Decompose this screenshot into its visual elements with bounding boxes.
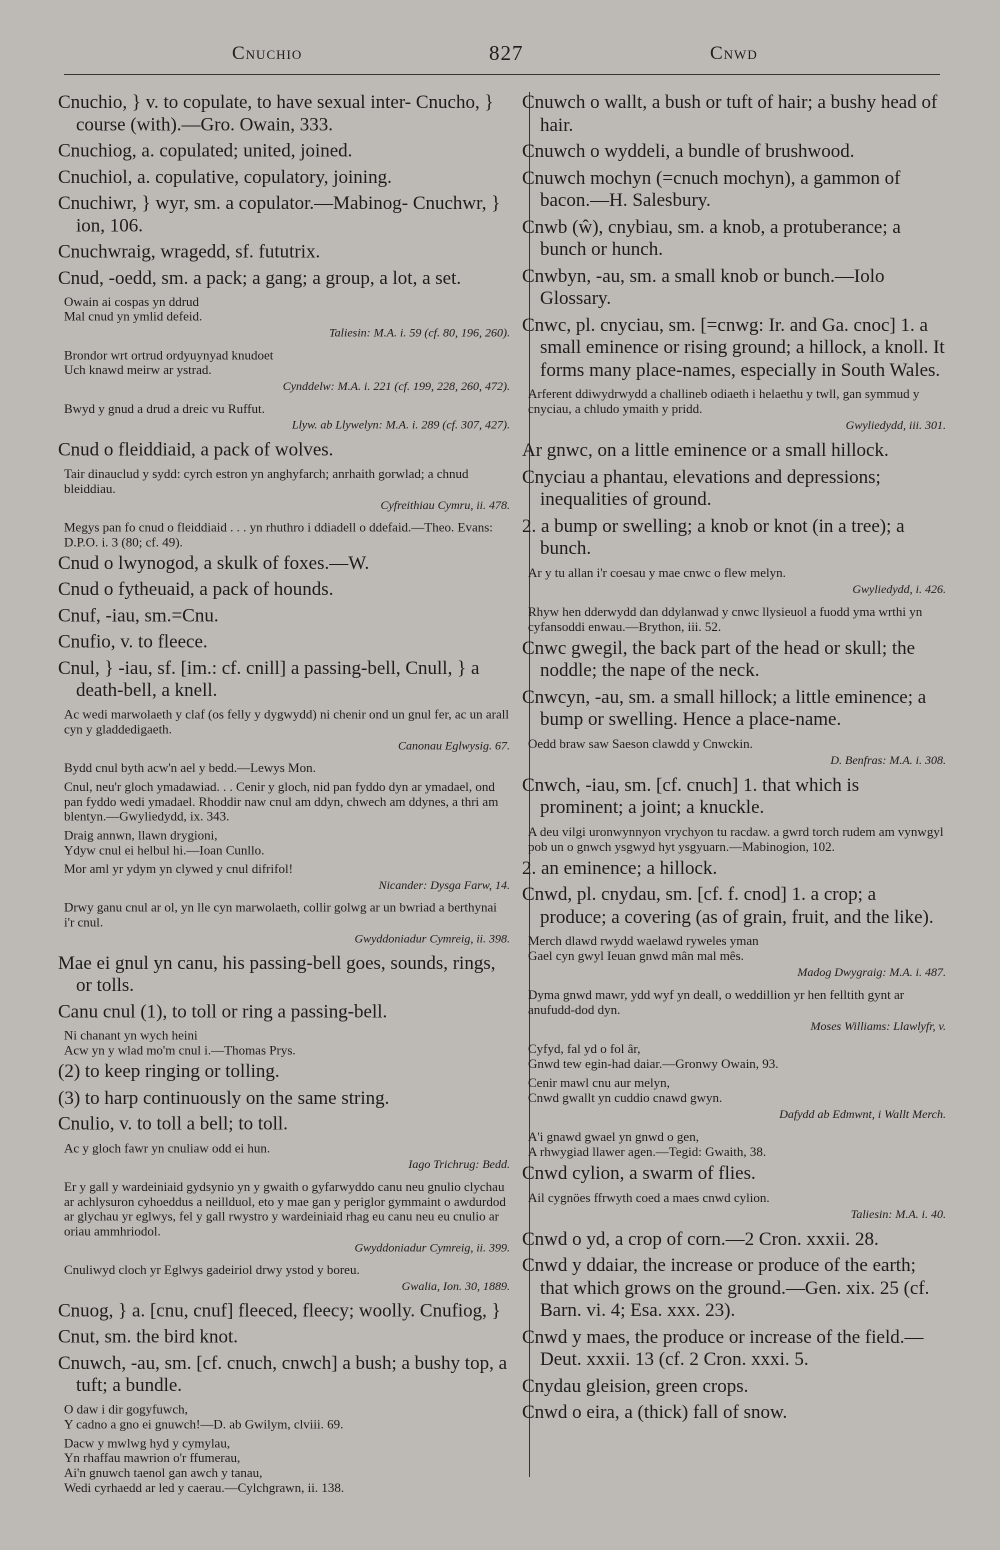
dictionary-entry: Cnuchwraig, wragedd, sf. fututrix. [58, 241, 321, 263]
page-header [0, 43, 1000, 83]
quotation: Dyma gnwd mawr, ydd wyf yn deall, o weddillion yr hen felltith gynt ar anufudd-dod dyn. [528, 987, 905, 1017]
dictionary-entry: Cnud o fytheuaid, a pack of hounds. [58, 579, 334, 600]
quotation: Drwy ganu cnul ar ol, yn lle cyn marwolaeth, collir golwg ar un bwriad a berthynai i'r cnul. [64, 899, 497, 930]
dictionary-entry: Cnydau gleision, green crops. [522, 1375, 749, 1397]
quotation: Ar y tu allan i'r coesau y mae cnwc o flew melyn. [528, 564, 786, 580]
citation-source: Gwalia, Ion. 30, 1889. [401, 1278, 510, 1293]
citation-source: Gwyliedydd, iii. 301. [845, 418, 946, 432]
dictionary-entry: Cnuwch mochyn (=cnuch mochyn), a gammon of bacon.—H. Salesbury. [522, 167, 901, 211]
right-column [522, 92, 946, 1429]
quotation: Cnul, neu'r gloch ymadawiad. . . Cenir y gloch, nid pan fyddo dyn ar ymadael, ond pan fyddo wedi ymadael. Rhoddir naw cnul am ddyn, chwech am ddynes, a thri am blentyn.—Gwyliedydd, ix. 343. [64, 778, 499, 824]
quotation: Brondor wrt ortrud ordyuynyad knudoet Uch knawd meirw ar ystrad. [64, 347, 274, 378]
quotation: Arferent ddiwydrwydd a challineb odiaeth i helaethu y twll, gan symmud y cnyciau, a chludo ymaith y pridd. [528, 386, 920, 416]
dictionary-entry: Cnud o fleiddiaid, a pack of wolves. [58, 439, 334, 461]
citation-source: Taliesin: M.A. i. 40. [850, 1206, 946, 1221]
header-rule [64, 74, 940, 75]
running-head-left: Cnuchio [232, 43, 303, 64]
quotation: Bydd cnul byth acw'n ael y bedd.—Lewys Mon. [64, 759, 316, 775]
dictionary-entry: 2. a bump or swelling; a knob or knot (in a tree); a bunch. [522, 515, 905, 559]
quotation: Ac y gloch fawr yn cnuliaw odd ei hun. [64, 1139, 271, 1155]
dictionary-entry: Cnwb (ŵ), cnybiau, sm. a knob, a protuberance; a bunch or hunch. [522, 216, 901, 260]
quotation: Ail cygnöes ffrwyth coed a maes cnwd cylion. [528, 1189, 770, 1205]
running-head-right: Cnwd [710, 43, 758, 64]
page-number: 827 [489, 41, 524, 65]
dictionary-entry: Cnuchiwr, } wyr, sm. a copulator.—Mabinog- Cnuchwr, } ion, 106. [58, 192, 501, 237]
quotation: Mor aml yr ydym yn clywed y cnul difrifol! [64, 860, 293, 876]
dictionary-entry: Cnyciau a phantau, elevations and depressions; inequalities of ground. [522, 466, 881, 510]
dictionary-entry: Cnwcyn, -au, sm. a small hillock; a little eminence; a bump or swelling. Hence a place-name. [522, 686, 927, 730]
quotation: Ni chanant yn wych heini Acw yn y wlad mo'm cnul i.—Thomas Prys. [64, 1027, 296, 1058]
quotation: O daw i dir gogyfuwch, Y cadno a gno ei gnuwch!—D. ab Gwilym, clviii. 69. [64, 1401, 344, 1431]
citation-source: Taliesin: M.A. i. 59 (cf. 80, 196, 260). [329, 325, 510, 340]
quotation: Tair dinauclud y sydd: cyrch estron yn anghyfarch; anrhaith gorwlad; a chnud bleiddiau. [64, 465, 469, 496]
quotation: Owain ai cospas yn ddrud Mal cnud yn ymlid defeid. [64, 293, 203, 324]
dictionary-entry: Cnwd cylion, a swarm of flies. [522, 1163, 756, 1184]
citation-source: Moses Williams: Llawlyfr, v. [810, 1019, 946, 1033]
dictionary-entry: Cnud, -oedd, sm. a pack; a gang; a group, a lot, a set. [58, 267, 462, 289]
dictionary-entry: Cnwbyn, -au, sm. a small knob or bunch.—Iolo Glossary. [522, 265, 885, 309]
dictionary-entry: Cnuchio, } v. to copulate, to have sexual inter- Cnucho, } course (with).—Gro. Owain, 333. [58, 92, 494, 136]
citation-source: Madog Dwygraig: M.A. i. 487. [797, 965, 946, 979]
dictionary-entry: (2) to keep ringing or tolling. [58, 1061, 280, 1082]
quotation: Oedd braw saw Saeson clawdd y Cnwckin. [528, 735, 753, 751]
citation-source: Llyw. ab Llywelyn: M.A. i. 289 (cf. 307, 427). [291, 417, 510, 432]
quotation: Megys pan fo cnud o fleiddiaid . . . yn rhuthro i ddiadell o ddefaid.—Theo. Evans: D.P.O. i. 3 (80; cf. 49). [64, 519, 493, 549]
citation-source: Iago Trichrug: Bedd. [408, 1156, 510, 1171]
dictionary-entry: 2. an eminence; a hillock. [522, 857, 718, 879]
dictionary-entry: Cnul, } -iau, sf. [im.: cf. cnill] a passing-bell, Cnull, } a death-bell, a knell. [58, 657, 480, 701]
dictionary-entry: Cnut, sm. the bird knot. [58, 1326, 238, 1348]
dictionary-entry: Cnud o lwynogod, a skulk of foxes.—W. [58, 552, 370, 574]
citation-source: Cynddelw: M.A. i. 221 (cf. 199, 228, 260, 472). [282, 379, 510, 393]
dictionary-entry: Cnuwch, -au, sm. [cf. cnuch, cnwch] a bush; a bushy top, a tuft; a bundle. [58, 1352, 508, 1396]
dictionary-entry: Cnuchiol, a. copulative, copulatory, joining. [58, 166, 392, 188]
dictionary-entry: Cnwd o yd, a crop of corn.—2 Cron. xxxii. 28. [522, 1228, 879, 1250]
citation-source: Canonau Eglwysig. 67. [397, 737, 510, 752]
dictionary-entry: Cnwd, pl. cnydau, sm. [cf. f. cnod] 1. a crop; a produce; a covering (as of grain, fruit, and the like). [522, 884, 934, 928]
citation-source: Nicander: Dysga Farw, 14. [378, 877, 510, 892]
quotation: Draig annwn, llawn drygioni, Ydyw cnul ei helbul hi.—Ioan Cunllo. [64, 827, 265, 857]
quotation: A deu vilgi uronwynnyon vrychyon tu racdaw. a gwrd torch rudem am vynwgyl pob un o gnwch ysgwyd hyt ysgyuarn.—Mabinogion, 102. [528, 823, 944, 854]
quotation: Cnuliwyd cloch yr Eglwys gadeiriol drwy ystod y boreu. [64, 1261, 360, 1277]
dictionary-entry: Canu cnul (1), to toll or ring a passing-bell. [58, 1001, 388, 1023]
citation-source: D. Benfras: M.A. i. 308. [830, 752, 946, 767]
quotation: Cyfyd, fal yd o fol âr, Gnwd tew egin-had daiar.—Gronwy Owain, 93. [528, 1041, 779, 1071]
dictionary-entry: Cnwch, -iau, sm. [cf. cnuch] 1. that which is prominent; a joint; a knuckle. [522, 774, 860, 818]
dictionary-entry: Cnuog, } a. [cnu, cnuf] fleeced, fleecy; woolly. Cnufiog, } [58, 1300, 501, 1322]
dictionary-entry: Cnwd y maes, the produce or increase of the field.—Deut. xxxii. 13 (cf. 2 Cron. xxxi. 5. [522, 1326, 924, 1370]
dictionary-entry: Ar gnwc, on a little eminence or a small hillock. [522, 440, 889, 461]
citation-source: Gwyliedydd, i. 426. [852, 581, 946, 596]
quotation: Bwyd y gnud a drud a dreic vu Ruffut. [64, 400, 265, 416]
dictionary-entry: Cnwd y ddaiar, the increase or produce of the earth; that which grows on the ground.—Gen. xix. 25 (cf. Barn. vi. 4; Esa. xxx. 23). [522, 1255, 930, 1321]
dictionary-entry: Cnwc gwegil, the back part of the head or skull; the noddle; the nape of the neck. [522, 637, 916, 681]
quotation: Rhyw hen dderwydd dan ddylanwad y cnwc llysieuol a fuodd yma wrthi yn cyfansoddi enwau.—Brython, iii. 52. [528, 603, 923, 634]
citation-source: Gwyddoniadur Cymreig, ii. 398. [354, 931, 510, 945]
dictionary-entry: Mae ei gnul yn canu, his passing-bell goes, sounds, rings, or tolls. [58, 952, 496, 996]
quotation: Merch dlawd rwydd waelawd ryweles yman Gael cyn gwyl Ieuan gnwd mân mal mês. [528, 933, 759, 963]
dictionary-entry: Cnuchiog, a. copulated; united, joined. [58, 140, 353, 162]
quotation: Dacw y mwlwg hyd y cymylau, Yn rhaffau mawrion o'r ffumerau, Ai'n gnuwch taenol gan awch y tanau, Wedi cyrhaedd ar led y caerau.—Cylchgrawn, ii. 138. [64, 1434, 345, 1495]
dictionary-entry: Cnuwch o wyddeli, a bundle of brushwood. [522, 141, 855, 162]
quotation: Cenir mawl cnu aur melyn, Cnwd gwallt yn cuddio cnawd gwyn. [528, 1075, 723, 1105]
dictionary-entry: Cnwc, pl. cnyciau, sm. [=cnwg: Ir. and Ga. cnoc] 1. a small eminence or rising ground; a hillock, a knoll. It forms many place-names, especially in South Wales. [522, 314, 945, 381]
dictionary-entry: Cnufio, v. to fleece. [58, 631, 208, 653]
dictionary-entry: Cnuf, -iau, sm.=Cnu. [58, 605, 219, 627]
quotation: A'i gnawd gwael yn gnwd o gen, A rhwygiad llawer agen.—Tegid: Gwaith, 38. [528, 1129, 767, 1159]
citation-source: Dafydd ab Edmwnt, i Wallt Merch. [779, 1107, 946, 1121]
left-column [58, 92, 510, 1498]
quotation: Er y gall y wardeiniaid gydsynio yn y gwaith o gyfarwyddo canu neu gnulio clychau ar achlysuron cyhoeddus a neillduol, eto y mae gan y periglor gymmaint o awdurdod ar glychau yr eglwys, fel y gall rwystro y wardeiniaid rhag eu canu neu eu cnulio ar oriau ammhriodol. [64, 1178, 506, 1238]
dictionary-entry: Cnwd o eira, a (thick) fall of snow. [522, 1402, 788, 1423]
dictionary-entry: (3) to harp continuously on the same string. [58, 1087, 390, 1109]
dictionary-entry: Cnulio, v. to toll a bell; to toll. [58, 1113, 288, 1135]
dictionary-entry: Cnuwch o wallt, a bush or tuft of hair; a bushy head of hair. [522, 92, 938, 136]
quotation: Ac wedi marwolaeth y claf (os felly y dygwydd) ni chenir ond un gnul fer, ac un arall cyn y gladdedigaeth. [64, 706, 509, 736]
citation-source: Cyfreithiau Cymru, ii. 478. [380, 497, 510, 512]
citation-source: Gwyddoniadur Cymreig, ii. 399. [354, 1239, 510, 1254]
